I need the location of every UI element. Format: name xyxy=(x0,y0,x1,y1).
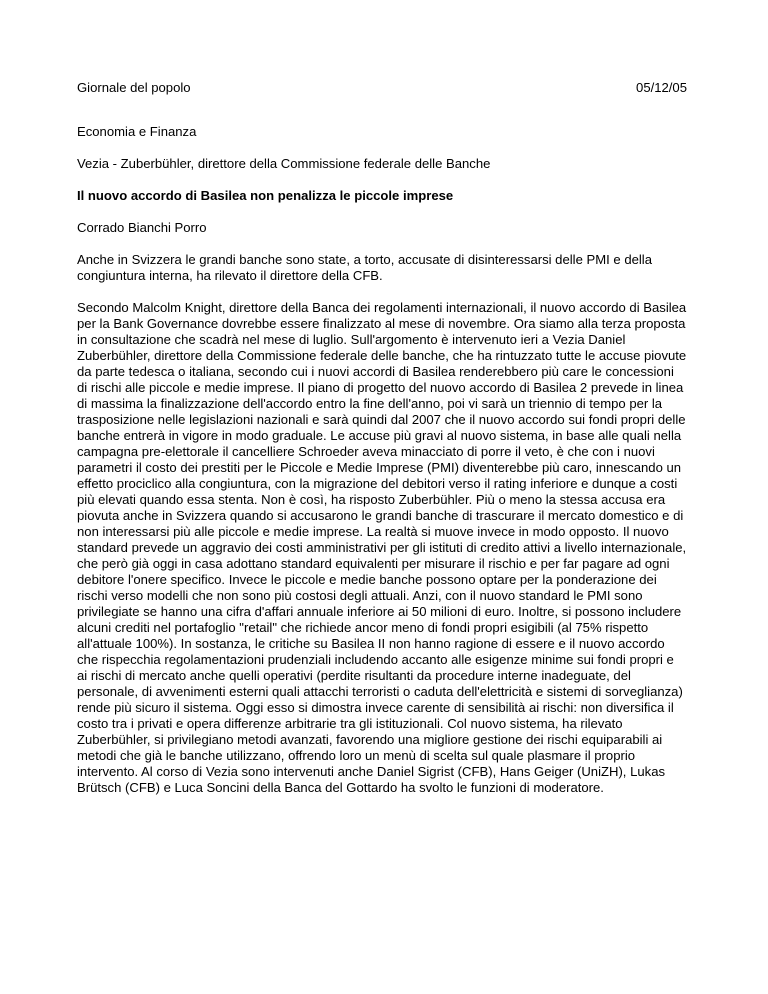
article-header xyxy=(77,80,687,96)
lead-paragraph: Anche in Svizzera le grandi banche sono state, a torto, accusate di disinteressarsi delle PMI e della congiuntura interna, ha rilevato il direttore della CFB. xyxy=(77,252,652,283)
article-author: Corrado Bianchi Porro xyxy=(77,220,207,235)
body-paragraph: Secondo Malcolm Knight, direttore della Banca dei regolamenti internazionali, il nuovo accordo di Basilea per la Bank Governance dovrebbe essere finalizzato al mese di novembre. Ora siamo alla terza proposta in consultazione che scadrà nel mese di luglio. Sull'argomento è intervenuto ieri a Vezia Daniel Zuberbühler, direttore della Commissione federale delle banche, che ha rintuzzato tutte le accuse piovute da parte tedesca o italiana, secondo cui i nuovi accordi di Basilea renderebbero più care le concessioni di rischi alle piccole e medie imprese. Il piano di progetto del nuovo accordo di Basilea 2 prevede in linea di massima la finalizzazione dell'accordo entro la fine dell'anno, poi vi sarà un triennio di tempo per la trasposizione nelle legislazioni nazionali e sarà quindi dal 2007 che il nuovo accordo sui fondi propri delle banche entrerà in vigore in modo graduale. Le accuse più gravi al nuovo sistema, in base alle quali nella campagna pre-elettorale il cancelliere Schroeder aveva minacciato di porre il veto, è che con i nuovi parametri il costo dei prestiti per le Piccole e Medie Imprese (PMI) diventerebbe più caro, innescando un effetto prociclico alla congiuntura, con la migrazione del debitori verso il rating inferiore e dunque a costi più elevati quando essa stenta. Non è così, ha risposto Zuberbühler. Più o meno la stessa accusa era piovuta anche in Svizzera quando si accusarono le grandi banche di trascurare il mercato domestico e di non interessarsi più alle piccole e medie imprese. La realtà si muove invece in modo opposto. Il nuovo standard prevede un aggravio dei costi amministrativi per gli istituti di credito attivi a livello internazionale, che però già oggi in casa adottano standard equivalenti per misurare il rischio e per far pagare ad ogni debitore l'onere specifico. Invece le piccole e medie banche possono optare per la ponderazione dei rischi verso modelli che non sono più costosi degli attuali. Anzi, con il nuovo standard le PMI sono privilegiate se hanno una cifra d'affari annuale inferiore ai 50 milioni di euro. Inoltre, si possono includere alcuni crediti nel portafoglio "retail" che richiede ancor meno di fondi propri esigibili (al 75% rispetto all'attuale 100%). In sostanza, le critiche su Basilea II non hanno ragione di essere e il nuovo accordo che rispecchia regolamentazioni prudenziali includendo accanto alle esigenze minime sui fondi propri e ai rischi di mercato anche quelli operativi (perdite risultanti da procedure interne inadeguate, del personale, di avvenimenti esterni quali attacchi terroristi o caduta dell'elettricità e sistemi di sorveglianza) rende più sicuro il sistema. Oggi esso si dimostra invece carente di sensibilità ai rischi: non diversifica il costo tra i privati e opera differenze arbitrarie tra gli istituzionali. Col nuovo sistema, ha rilevato Zuberbühler, si privilegiano metodi avanzati, favorendo una migliore gestione dei rischi equiparabili ai metodi che già le banche utilizzano, offrendo loro un menù di scelta sul quale plasmare il proprio intervento. Al corso di Vezia sono intervenuti anche Daniel Sigrist (CFB), Hans Geiger (UniZH), Lukas Brütsch (CFB) e Luca Soncini della Banca del Gottardo ha svolto le funzioni di moderatore. xyxy=(77,300,687,795)
newspaper-name: Giornale del popolo xyxy=(77,80,191,95)
publication-date: 05/12/05 xyxy=(636,80,687,95)
article-headline: Il nuovo accordo di Basilea non penalizza le piccole imprese xyxy=(77,188,454,203)
article-page xyxy=(77,80,687,796)
section-name: Economia e Finanza xyxy=(77,124,197,139)
article-subtitle: Vezia - Zuberbühler, direttore della Commissione federale delle Banche xyxy=(77,156,491,171)
